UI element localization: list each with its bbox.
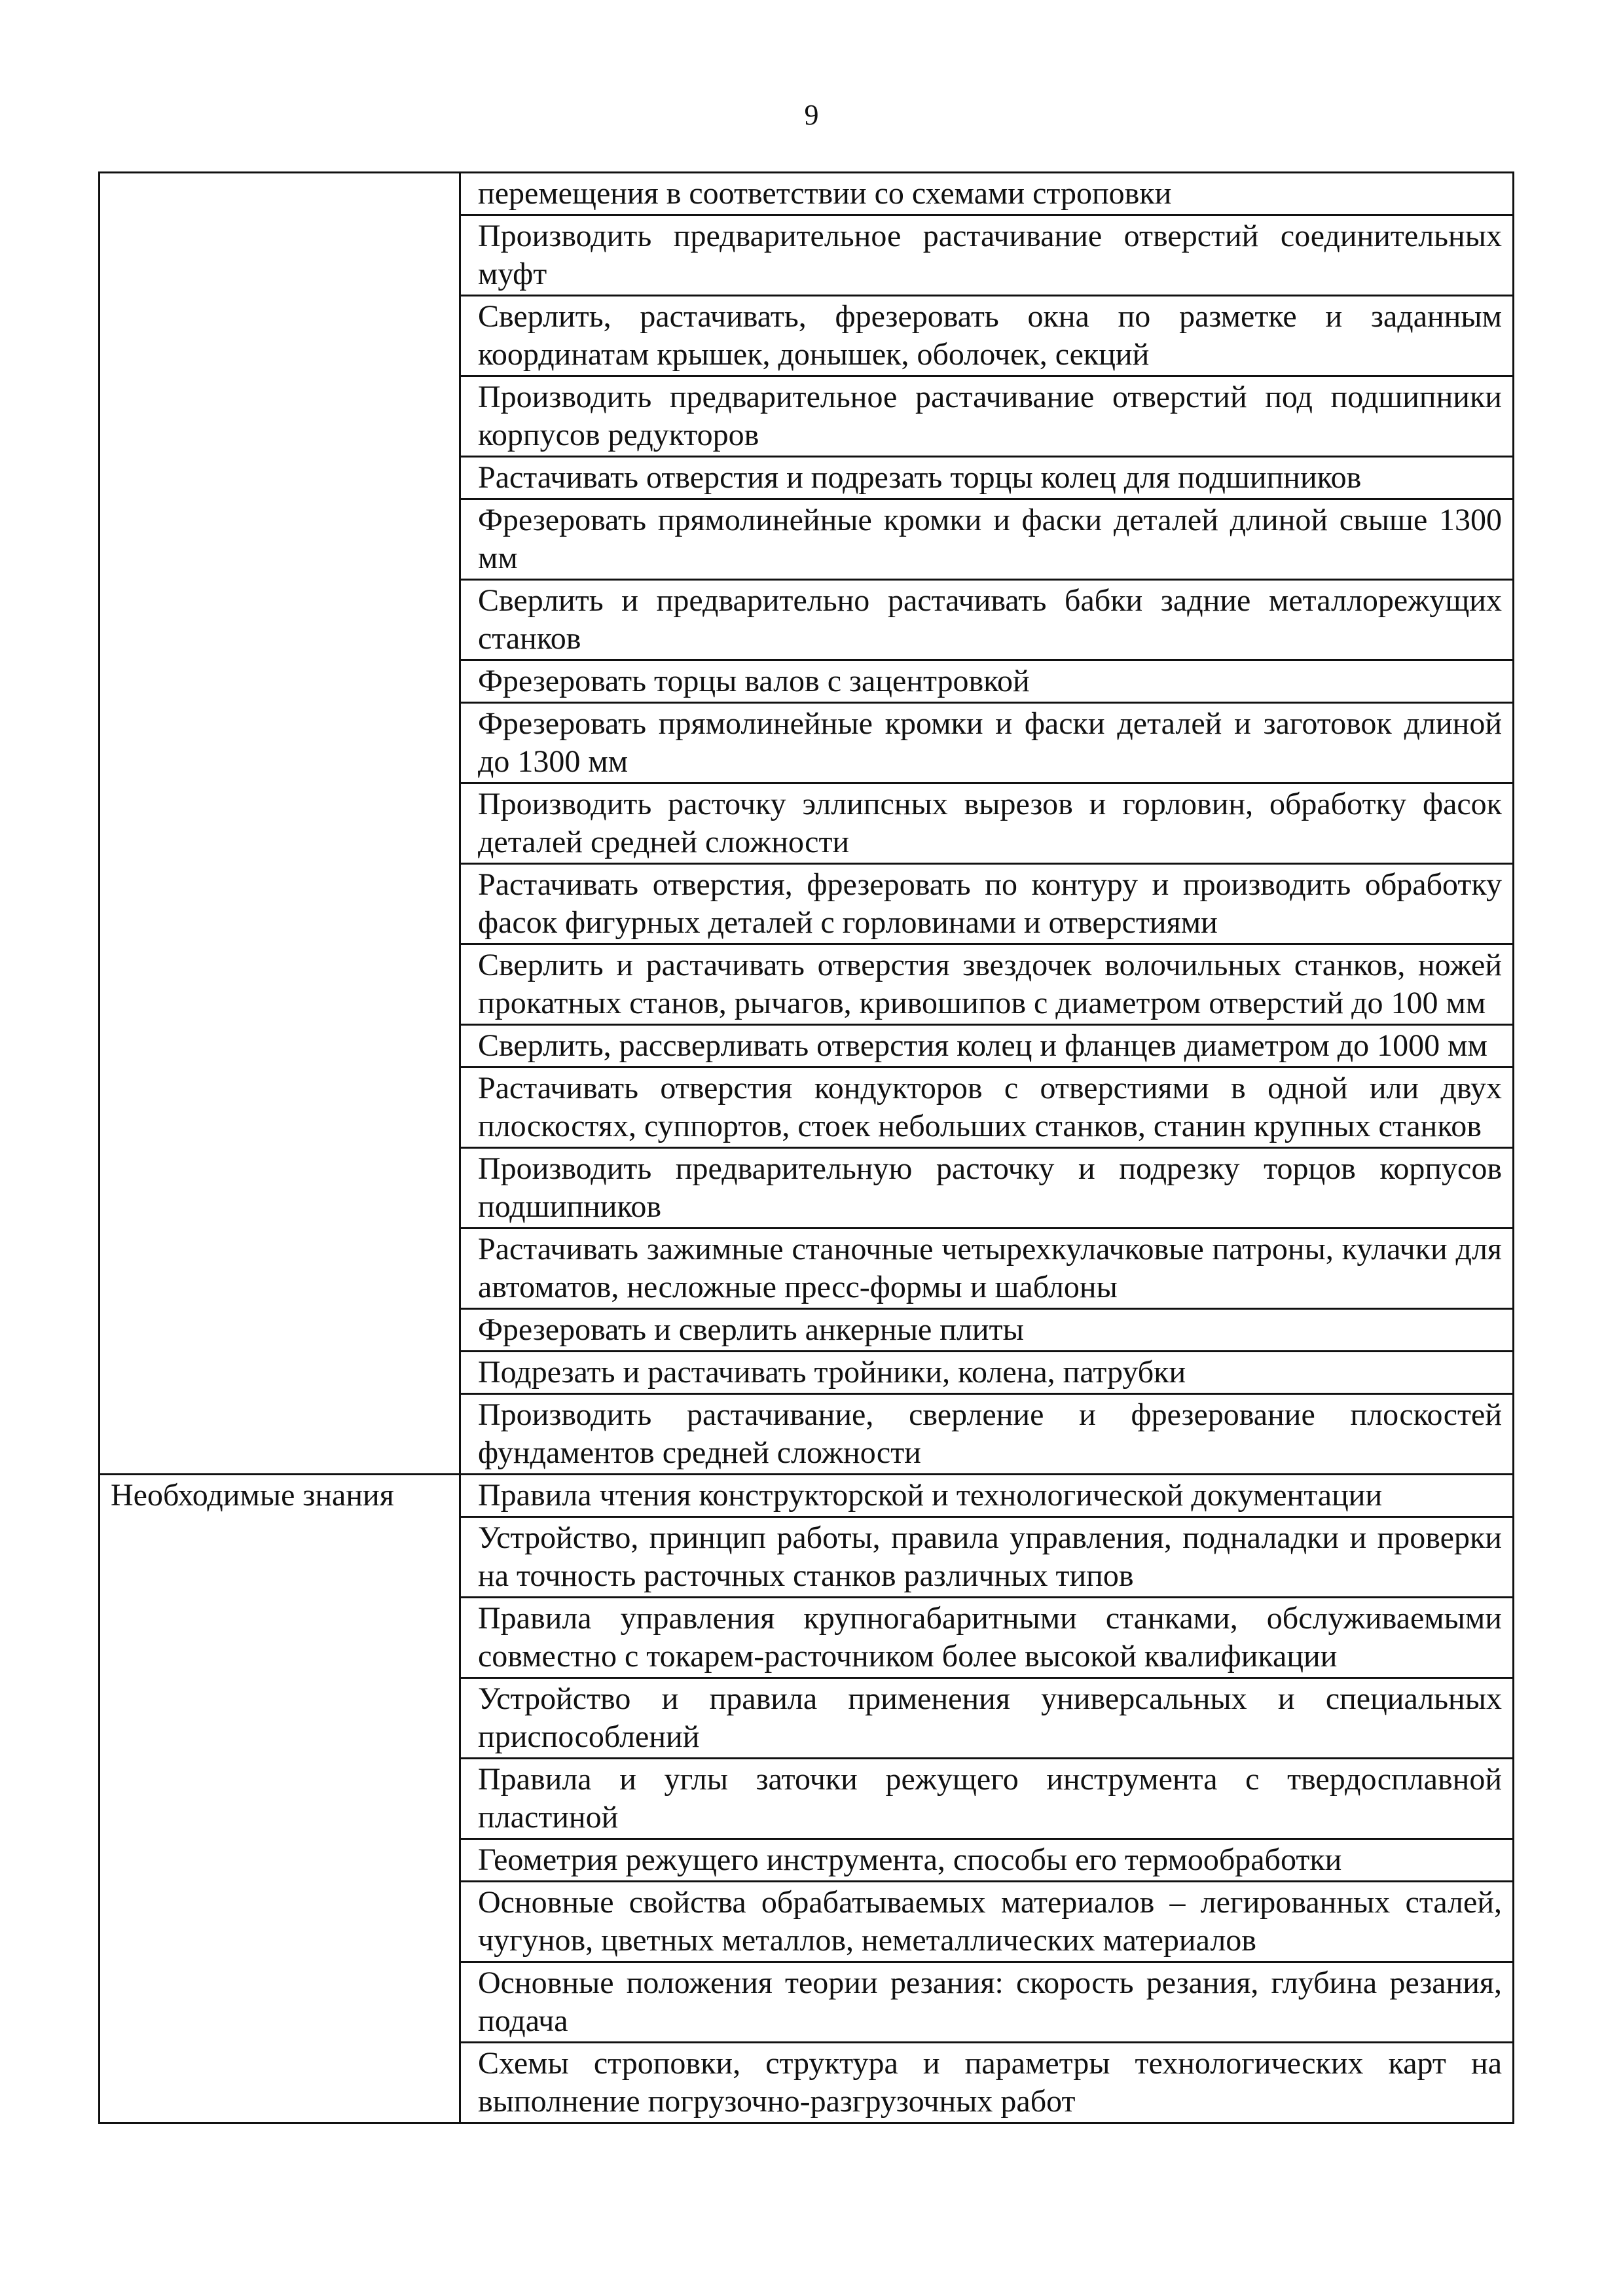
section-label-cell xyxy=(100,457,460,499)
table-item-cell: Сверлить и растачивать отверстия звездочек волочильных станков, ножей прокатных станов, рычагов, кривошипов с диаметром отверстий до 100 мм xyxy=(460,944,1514,1025)
section-label-cell xyxy=(100,1759,460,1839)
table-row xyxy=(100,215,1514,296)
section-label-cell xyxy=(100,1598,460,1678)
table-item-cell: Правила и углы заточки режущего инструмента с твердосплавной пластиной xyxy=(460,1759,1514,1839)
table-item-cell: Устройство, принцип работы, правила управления, подналадки и проверки на точность расточных станков различных типов xyxy=(460,1517,1514,1598)
table-item-cell: Растачивать отверстия, фрезеровать по контуру и производить обработку фасок фигурных деталей с горловинами и отверстиями xyxy=(460,864,1514,944)
table-item-cell: Производить предварительное растачивание отверстий под подшипники корпусов редукторов xyxy=(460,376,1514,457)
section-label-cell xyxy=(100,1025,460,1067)
table-item-cell: Фрезеровать торцы валов с зацентровкой xyxy=(460,660,1514,703)
table-item-cell: Фрезеровать прямолинейные кромки и фаски деталей длиной свыше 1300 мм xyxy=(460,499,1514,580)
table-row xyxy=(100,1759,1514,1839)
section-label-cell xyxy=(100,1839,460,1882)
table-row xyxy=(100,1229,1514,1309)
table-row xyxy=(100,2043,1514,2123)
section-label-cell xyxy=(100,1882,460,1962)
table-row xyxy=(100,703,1514,783)
page-number: 9 xyxy=(804,99,819,131)
table-item-cell: Устройство и правила применения универсальных и специальных приспособлений xyxy=(460,1678,1514,1759)
section-label-cell xyxy=(100,580,460,660)
skills-table xyxy=(98,171,1514,2124)
table-row xyxy=(100,296,1514,376)
table-row xyxy=(100,864,1514,944)
table-item-cell: Основные свойства обрабатываемых материалов – легированных сталей, чугунов, цветных металлов, неметаллических материалов xyxy=(460,1882,1514,1962)
section-label-cell xyxy=(100,1517,460,1598)
table-item-cell: Подрезать и растачивать тройники, колена, патрубки xyxy=(460,1352,1514,1394)
section-label-cell xyxy=(100,783,460,864)
table-row xyxy=(100,1394,1514,1475)
table-row xyxy=(100,173,1514,215)
table-row xyxy=(100,1882,1514,1962)
table-item-cell: Растачивать отверстия кондукторов с отверстиями в одной или двух плоскостях, суппортов, стоек небольших станков, станин крупных станков xyxy=(460,1067,1514,1148)
section-label-cell xyxy=(100,1229,460,1309)
table-row xyxy=(100,1475,1514,1517)
section-label-cell xyxy=(100,1962,460,2043)
table-item-cell: Производить расточку эллипсных вырезов и горловин, обработку фасок деталей средней сложности xyxy=(460,783,1514,864)
table-item-cell: Производить растачивание, сверление и фрезерование плоскостей фундаментов средней сложности xyxy=(460,1394,1514,1475)
table-item-cell: Правила управления крупногабаритными станками, обслуживаемыми совместно с токарем-расточником более высокой квалификации xyxy=(460,1598,1514,1678)
section-label-cell xyxy=(100,2043,460,2123)
section-label-cell xyxy=(100,1067,460,1148)
table-row xyxy=(100,1148,1514,1229)
table-item-cell: Производить предварительное растачивание отверстий соединительных муфт xyxy=(460,215,1514,296)
table-row xyxy=(100,580,1514,660)
table-row xyxy=(100,376,1514,457)
table-item-cell: Сверлить, рассверливать отверстия колец и фланцев диаметром до 1000 мм xyxy=(460,1025,1514,1067)
table-item-cell: перемещения в соответствии со схемами строповки xyxy=(460,173,1514,215)
section-label-cell xyxy=(100,376,460,457)
section-label-cell xyxy=(100,864,460,944)
table-item-cell: Фрезеровать прямолинейные кромки и фаски деталей и заготовок длиной до 1300 мм xyxy=(460,703,1514,783)
section-label-cell: Необходимые знания xyxy=(100,1475,460,1517)
table-item-cell: Сверлить и предварительно растачивать бабки задние металлорежущих станков xyxy=(460,580,1514,660)
section-label-cell xyxy=(100,660,460,703)
section-label-cell xyxy=(100,173,460,215)
table-row xyxy=(100,499,1514,580)
section-label-cell xyxy=(100,296,460,376)
table-item-cell: Растачивать зажимные станочные четырехкулачковые патроны, кулачки для автоматов, несложные пресс-формы и шаблоны xyxy=(460,1229,1514,1309)
section-label-cell xyxy=(100,215,460,296)
table-row xyxy=(100,1352,1514,1394)
table-row xyxy=(100,1025,1514,1067)
table-item-cell: Растачивать отверстия и подрезать торцы колец для подшипников xyxy=(460,457,1514,499)
table-row xyxy=(100,1309,1514,1352)
section-label-cell xyxy=(100,1148,460,1229)
table-item-cell: Геометрия режущего инструмента, способы его термообработки xyxy=(460,1839,1514,1882)
table-row xyxy=(100,1517,1514,1598)
table-item-cell: Фрезеровать и сверлить анкерные плиты xyxy=(460,1309,1514,1352)
table-row xyxy=(100,1962,1514,2043)
table-row xyxy=(100,944,1514,1025)
section-label-cell xyxy=(100,1309,460,1352)
section-label-cell xyxy=(100,1678,460,1759)
table-item-cell: Схемы строповки, структура и параметры технологических карт на выполнение погрузочно-разгрузочных работ xyxy=(460,2043,1514,2123)
table-item-cell: Сверлить, растачивать, фрезеровать окна по разметке и заданным координатам крышек, донышек, оболочек, секций xyxy=(460,296,1514,376)
section-label-cell xyxy=(100,1352,460,1394)
table-row xyxy=(100,1839,1514,1882)
table-row xyxy=(100,1598,1514,1678)
table-row xyxy=(100,1678,1514,1759)
section-label-cell xyxy=(100,499,460,580)
table-row xyxy=(100,783,1514,864)
table-item-cell: Основные положения теории резания: скорость резания, глубина резания, подача xyxy=(460,1962,1514,2043)
table-item-cell: Производить предварительную расточку и подрезку торцов корпусов подшипников xyxy=(460,1148,1514,1229)
section-label-cell xyxy=(100,944,460,1025)
table-row xyxy=(100,660,1514,703)
section-label-cell xyxy=(100,1394,460,1475)
table-item-cell: Правила чтения конструкторской и технологической документации xyxy=(460,1475,1514,1517)
table-row xyxy=(100,457,1514,499)
section-label-cell xyxy=(100,703,460,783)
table-row xyxy=(100,1067,1514,1148)
